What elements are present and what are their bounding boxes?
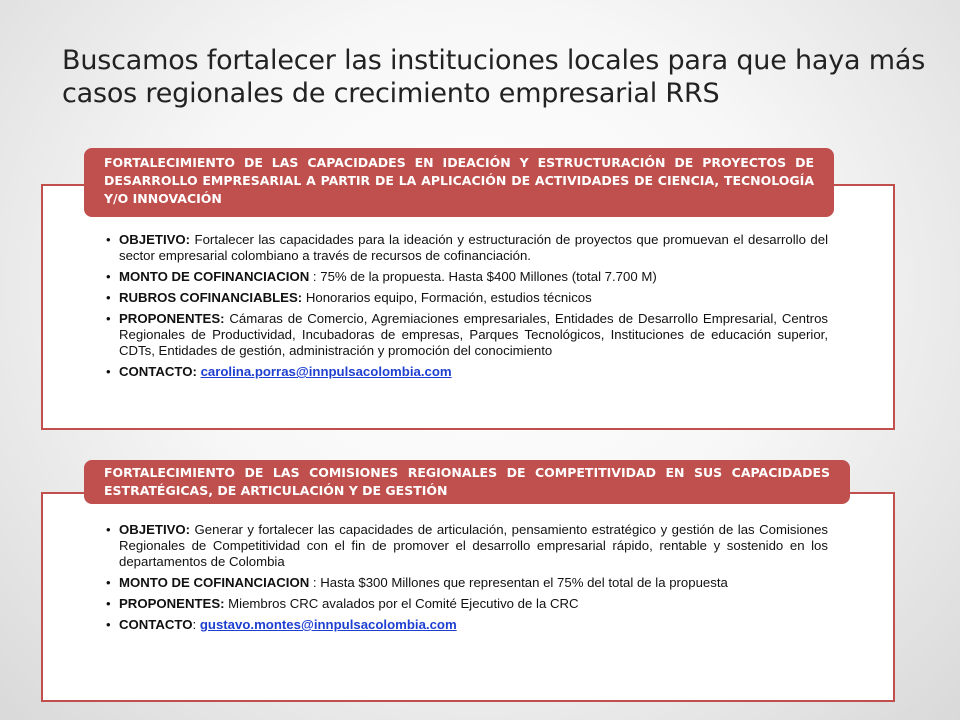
bullet-icon: •: [106, 596, 111, 611]
item-label: PROPONENTES:: [119, 596, 225, 611]
item-label: CONTACTO:: [119, 364, 197, 379]
bullet-icon: •: [106, 269, 111, 284]
section1-list: [106, 232, 828, 385]
list-item: [106, 522, 828, 570]
section1-heading: FORTALECIMIENTO DE LAS CAPACIDADES EN IDEACIÓN Y ESTRUCTURACIÓN DE PROYECTOS DE DESARROLLO EMPRESARIAL A PARTIR DE LA APLICACIÓN DE ACTIVIDADES DE CIENCIA, TECNOLOGÍA Y/O INNOVACIÓN: [84, 148, 834, 217]
list-item: [106, 269, 828, 285]
item-label: RUBROS COFINANCIABLES:: [119, 290, 303, 305]
list-item: [106, 232, 828, 264]
bullet-icon: •: [106, 364, 111, 379]
contact-email-link[interactable]: gustavo.montes@innpulsacolombia.com: [199, 617, 457, 632]
item-label: OBJETIVO:: [119, 232, 191, 247]
contact-email-link[interactable]: carolina.porras@innpulsacolombia.com: [200, 364, 452, 379]
slide-title: Buscamos fortalecer las instituciones locales para que haya más casos regionales de crecimiento empresarial RRS: [62, 45, 926, 109]
list-item: [106, 617, 828, 633]
item-label: OBJETIVO:: [119, 522, 191, 537]
bullet-icon: •: [106, 290, 111, 305]
item-text: : 75% de la propuesta. Hasta $400 Millones (total 7.700 M): [309, 269, 657, 284]
list-item: [106, 596, 828, 612]
item-text: Generar y fortalecer las capacidades de articulación, pensamiento estratégico y gestión de las Comisiones Regionales de Competitividad con el fin de promover el desarrollo empresarial rápido, rentable y sostenido en los departamentos de Colombia: [119, 522, 828, 569]
item-label: CONTACTO: [119, 617, 193, 632]
item-text: Miembros CRC avalados por el Comité Ejecutivo de la CRC: [224, 596, 579, 611]
list-item: [106, 311, 828, 359]
section2-heading: FORTALECIMIENTO DE LAS COMISIONES REGIONALES DE COMPETITIVIDAD EN SUS CAPACIDADES ESTRATÉGICAS, DE ARTICULACIÓN Y DE GESTIÓN: [84, 460, 850, 504]
item-text: : Hasta $300 Millones que representan el 75% del total de la propuesta: [309, 575, 728, 590]
item-text: :: [192, 617, 200, 632]
item-label: MONTO DE COFINANCIACION: [119, 575, 310, 590]
list-item: [106, 290, 828, 306]
item-label: PROPONENTES:: [119, 311, 225, 326]
bullet-icon: •: [106, 311, 111, 326]
list-item: [106, 364, 828, 380]
item-label: MONTO DE COFINANCIACION: [119, 269, 310, 284]
item-text: Honorarios equipo, Formación, estudios técnicos: [302, 290, 592, 305]
bullet-icon: •: [106, 232, 111, 247]
list-item: [106, 575, 828, 591]
bullet-icon: •: [106, 522, 111, 537]
section2-list: [106, 522, 828, 638]
bullet-icon: •: [106, 575, 111, 590]
bullet-icon: •: [106, 617, 111, 632]
item-text: Fortalecer las capacidades para la ideación y estructuración de proyectos que promuevan el desarrollo del sector empresarial colombiano a través de recursos de cofinanciación.: [119, 232, 828, 263]
item-text: Cámaras de Comercio, Agremiaciones empresariales, Entidades de Desarrollo Empresarial, Centros Regionales de Productividad, Incubadoras de empresas, Parques Tecnológicos, Instituciones de educación superior, CDTs, Entidades de gestión, administración y promoción del conocimiento: [119, 311, 828, 358]
